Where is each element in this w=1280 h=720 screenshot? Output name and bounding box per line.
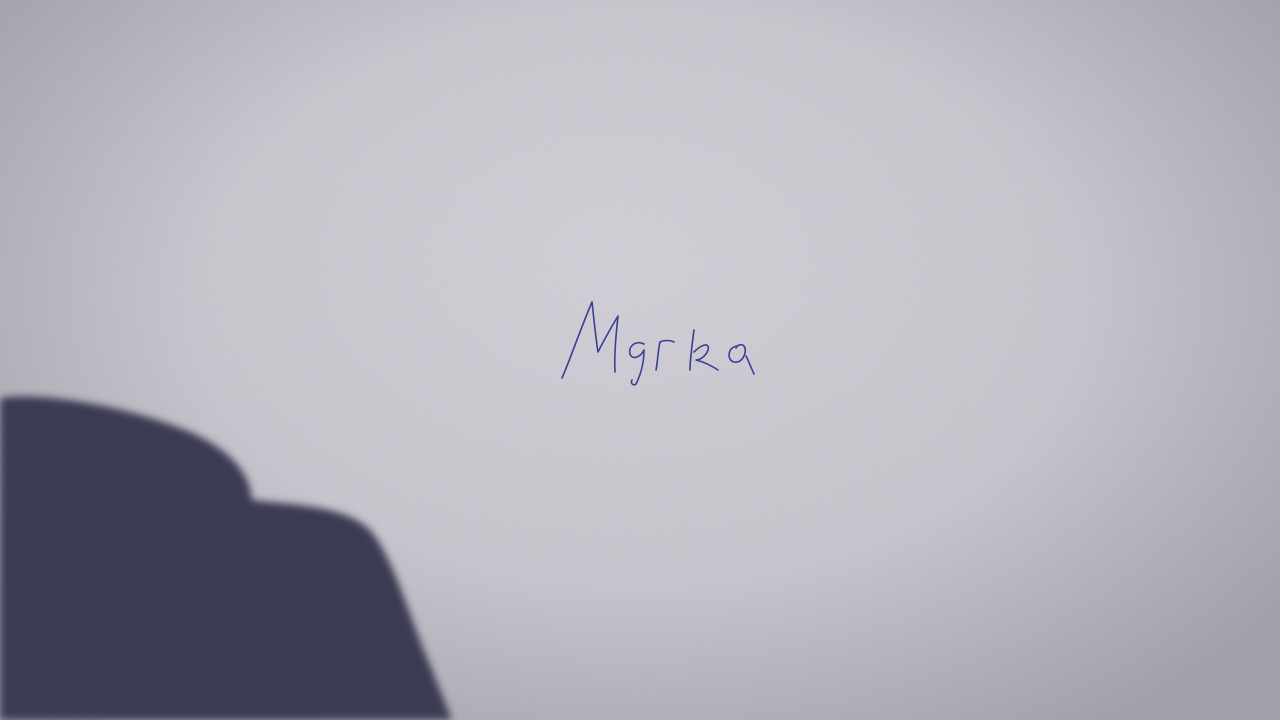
signature-marko xyxy=(540,290,790,400)
